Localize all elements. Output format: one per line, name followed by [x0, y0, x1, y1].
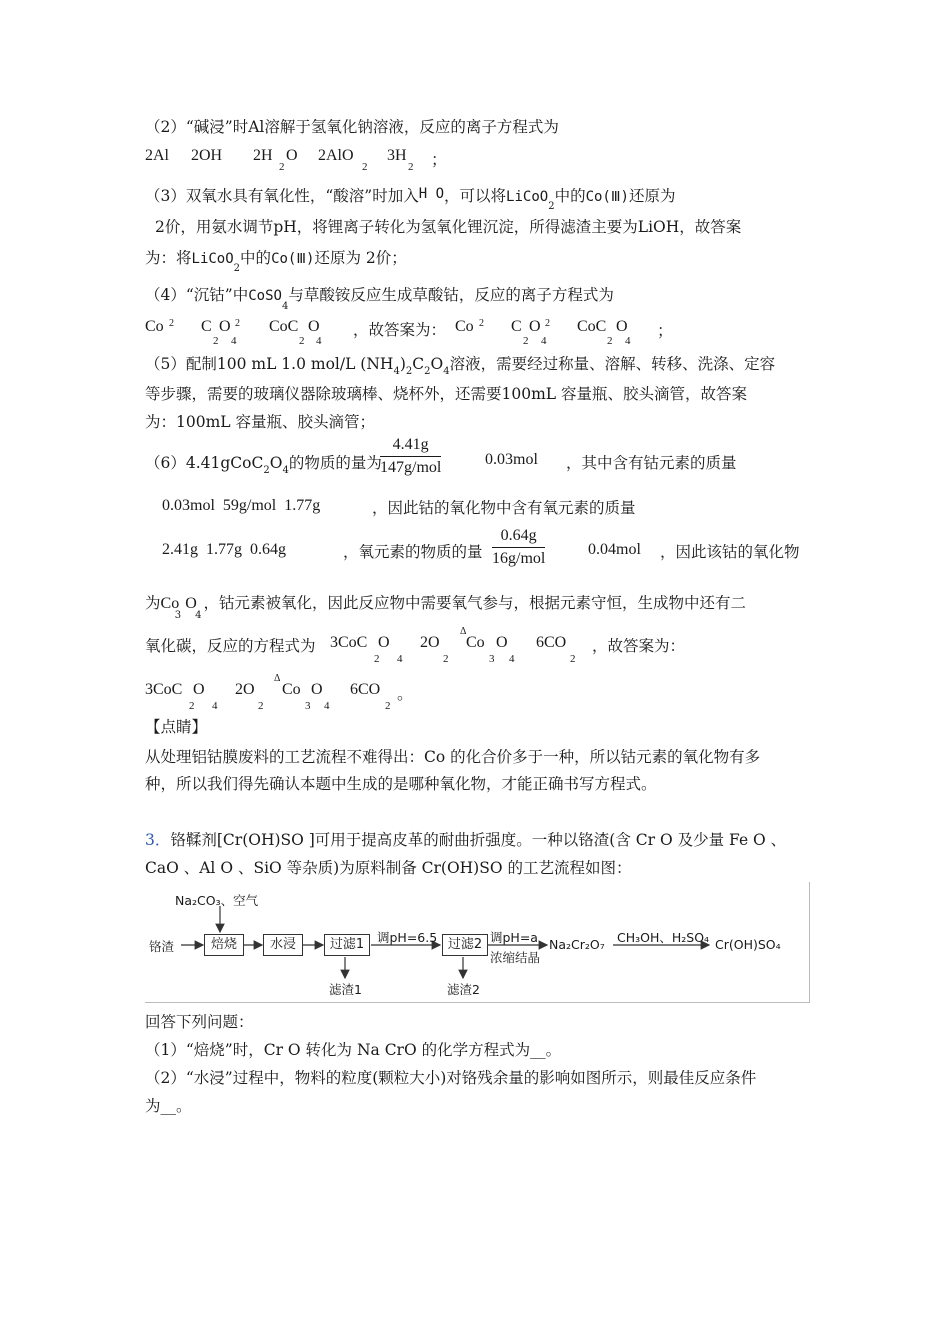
flow-concentrate: 浓缩结晶 — [490, 950, 541, 965]
flow-box-filter1: 过滤1 — [324, 934, 370, 956]
q5-line1: （5）配制100 mL 1.0 mol/L $(NH_4)_2C_2O_4$溶液，需要经过称量、溶解、转移、洗涤、定容 — [145, 355, 776, 377]
q6-line3-tail: ，因此该钴的氧化物 — [660, 543, 800, 561]
process-flowchart — [145, 882, 810, 1003]
q3-line2: 2价，用氨水调节pH，将锂离子转化为氢氧化锂沉淀，所得滤渣主要为LiOH，故答案 — [155, 218, 742, 236]
q6-line3-eq: 2.41g 1.77g 0.64g — [162, 541, 286, 558]
question-2-line1: （2）“水浸”过程中，物料的粒度(颗粒大小)对铬残余量的影响如图所示，则最佳反应条件 — [145, 1069, 757, 1087]
questions-intro: 回答下列问题： — [145, 1013, 254, 1031]
question-1: （1）“焙烧”时，Cr O 转化为 Na CrO 的化学方程式为__。 — [145, 1041, 562, 1059]
flow-box-filter2: 过滤2 — [442, 934, 488, 956]
flow-product2: Cr(OH)SO₄ — [715, 937, 781, 952]
flow-waste2: 滤渣2 — [447, 982, 480, 997]
q6-line2-eq: 0.03mol 59g/mol 1.77g — [162, 497, 321, 514]
q5-line3: 为：100mL 容量瓶、胶头滴管； — [145, 413, 376, 431]
q6-line5-tail: ，故答案为： — [592, 637, 686, 655]
q6-line1: $(6)4.41gCoC_2O_4$的物质的量为 — [145, 454, 382, 476]
fraction-1: 4.41g 147g/mol — [380, 436, 442, 476]
dianjing-line1: 从处理铝钴膜废料的工艺流程不难得出：Co 的化合价多于一种，所以钴元素的氧化物有多 — [145, 748, 761, 766]
flow-air: Na₂CO₃、空气 — [175, 893, 259, 908]
q6-line4: 为Co $O_3$ $_4$，钴元素被氧化，因此反应物中需要氧气参与，根据元素守恒，生成物中还有二 — [145, 594, 747, 621]
fraction-2: 0.64g 16g/mol — [492, 527, 546, 567]
q4-line1: （4）“沉钴”中CoSO$_4$与草酸铵反应生成草酸钴，反应的离子方程式为 — [145, 286, 614, 312]
q6-value1: 0.03mol — [485, 451, 538, 468]
dianjing-line2: 种，所以我们得先确认本题中生成的是哪种氧化物，才能正确书写方程式。 — [145, 775, 657, 793]
flow-waste1: 滤渣1 — [329, 982, 362, 997]
q6-line3-text: ，氧元素的物质的量 — [343, 543, 483, 561]
q6-line2-text: ，因此钴的氧化物中含有氧元素的质量 — [372, 499, 636, 517]
q6-line1-tail: ，其中含有钴元素的质量 — [566, 454, 737, 472]
flow-product1: Na₂Cr₂O₇ — [549, 937, 605, 952]
q3-line3: 为：将LiCoO$_2$中的Co(Ⅲ)还原为 2价； — [145, 249, 407, 274]
flow-box-leach: 水浸 — [263, 934, 303, 956]
q3-main-line2: CaO 、Al O 、SiO 等杂质)为原料制备 Cr(OH)SO 的工艺流程如图： — [145, 859, 632, 877]
q6-value2: 0.04mol — [588, 541, 641, 558]
flow-reagent: CH₃OH、H₂SO₄ — [617, 930, 710, 945]
q2-text: （2）“碱浸”时Al溶解于氢氧化钠溶液，反应的离子方程式为 — [145, 118, 559, 136]
flow-ph2: 调pH=a — [490, 930, 538, 945]
flow-box-roast: 焙烧 — [204, 934, 244, 956]
q3-line1: （3）双氧水具有氧化性，“酸溶”时加入H O，可以将LiCoO$_2$中的Co(Ⅲ)还原为 — [145, 186, 676, 212]
question-2-line2: 为__。 — [145, 1097, 192, 1115]
dianjing-title: 【点睛】 — [145, 718, 208, 736]
flow-ph1: 调pH=6.5 — [377, 930, 438, 945]
q5-line2: 等步骤，需要的玻璃仪器除玻璃棒、烧杯外，还需要100mL 容量瓶、胶头滴管，故答案 — [145, 385, 748, 403]
flow-input: 铬渣 — [149, 939, 175, 954]
q6-line5-text: 氧化碳，反应的方程式为 — [145, 637, 316, 655]
q3-main-line1: 3．铬鞣剂[Cr(OH)SO ]可用于提高皮革的耐曲折强度。一种以铬渣(含 Cr O 及少量 Fe O 、 — [145, 831, 787, 849]
